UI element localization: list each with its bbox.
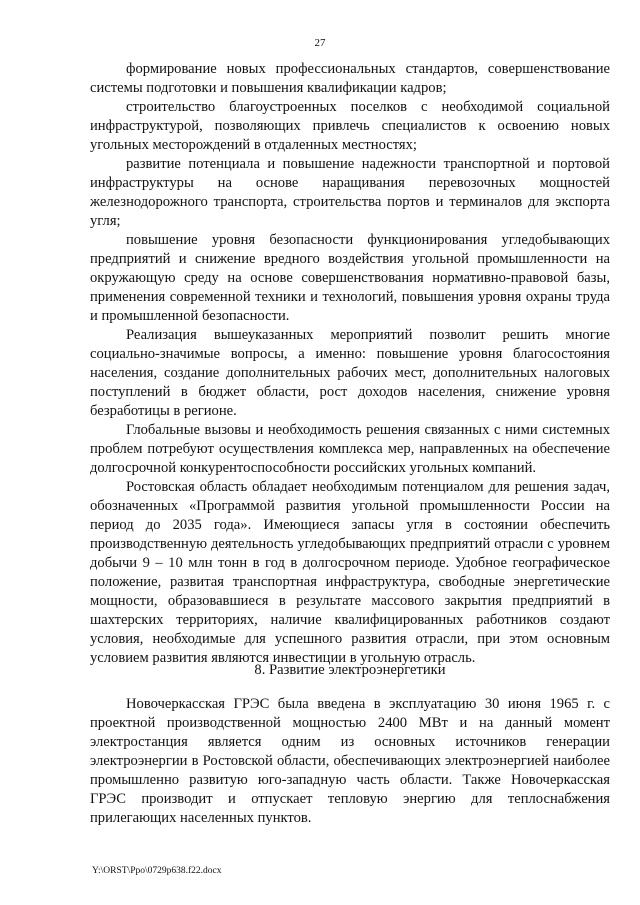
section-text bbox=[90, 695, 610, 828]
page-number: 27 bbox=[314, 37, 326, 49]
paragraph: развитие потенциала и повышение надежности транспортной и портовой инфраструктуры на основе наращивания перевозочных мощностей железнодорожного транспорта, строительства портов и терминалов для экспорта угля; bbox=[90, 156, 610, 229]
paragraph: Реализация вышеуказанных мероприятий позволит решить многие социально-значимые вопросы, а именно: повышение уровня благосостояния населения, создание дополнительных рабочих мест, дополнительных налоговых поступлений в бюджет области, рост доходов населения, снижение уровня безработицы в регионе. bbox=[90, 327, 610, 419]
section-heading: 8. Развитие электроэнергетики bbox=[254, 662, 446, 678]
body-text bbox=[90, 60, 610, 668]
paragraph: Ростовская область обладает необходимым потенциалом для решения задач, обозначенных «Программой развития угольной промышленности России на период до 2035 года». Имеющиеся запасы угля в состоянии обеспечить производственную деятельность угледобывающих предприятий отрасли с уровнем добычи 9 – 10 млн тонн в год в долгосрочном периоде. Удобное географическое положение, развитая транспортная инфраструктура, свободные энергетические мощности, образовавшиеся в результате массового закрытия предприятий в шахтерских территориях, наличие квалифицированных работников создают условия, необходимые для успешного развития отрасли, при этом основным условием развития являются инвестиции в угольную отрасль. bbox=[90, 479, 610, 666]
paragraph: Глобальные вызовы и необходимость решения связанных с ними системных проблем потребуют осуществления комплекса мер, направленных на обеспечение долгосрочной конкурентоспособности российских угольных компаний. bbox=[90, 422, 610, 476]
file-path-footer: Y:\ORST\Ppo\0729p638.f22.docx bbox=[92, 866, 222, 876]
paragraph: формирование новых профессиональных стандартов, совершенствование системы подготовки и повышения квалификации кадров; bbox=[90, 61, 610, 96]
paragraph: Новочеркасская ГРЭС была введена в эксплуатацию 30 июня 1965 г. с проектной производственной мощностью 2400 МВт и на данный момент электростанция является одним из основных источников генерации электроэнергии в Ростовской области, обеспечивающих электроэнергией наиболее промышленно развитую юго-западную часть области. Также Новочеркасская ГРЭС производит и отпускает тепловую энергию для теплоснабжения прилегающих населенных пунктов. bbox=[90, 696, 610, 826]
paragraph: повышение уровня безопасности функционирования угледобывающих предприятий и снижение вредного воздействия угольной промышленности на окружающую среду на основе совершенствования нормативно-правовой базы, применения современной техники и технологий, повышения уровня охраны труда и промышленной безопасности. bbox=[90, 232, 610, 324]
paragraph: строительство благоустроенных поселков с необходимой социальной инфраструктурой, позволяющих привлечь специалистов к освоению новых угольных месторождений в отдаленных местностях; bbox=[90, 99, 610, 153]
